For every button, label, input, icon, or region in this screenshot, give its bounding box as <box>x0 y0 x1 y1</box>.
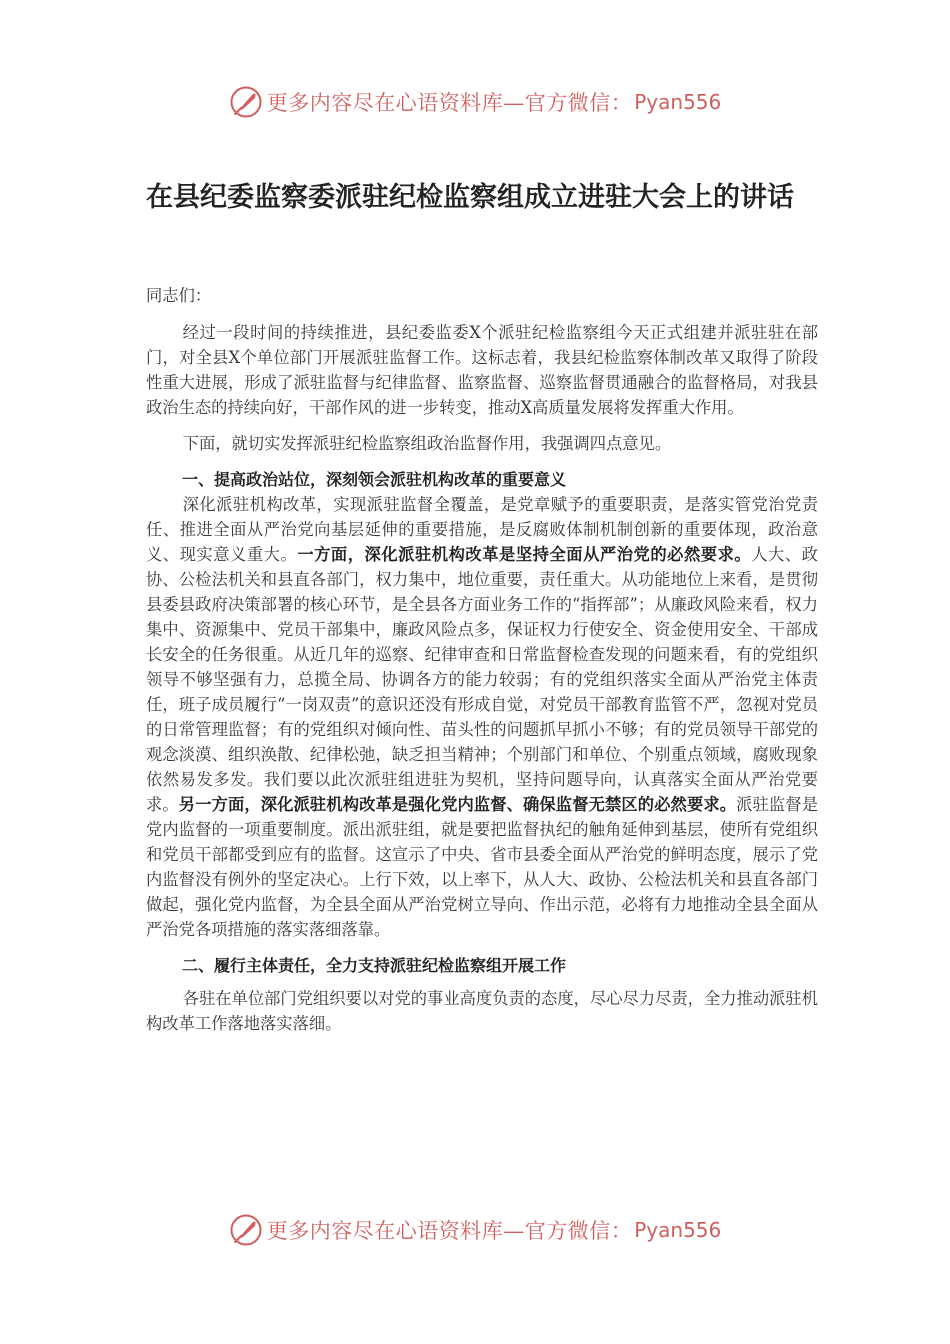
paragraph-section-1 <box>146 492 818 942</box>
watermark-text: 更多内容尽在心语资料库—官方微信： <box>266 91 633 115</box>
watermark-text: 更多内容尽在心语资料库—官方微信： <box>266 1219 633 1243</box>
watermark-wechat-id: Pyan556 <box>634 90 722 114</box>
document-title: 在县纪委监察委派驻纪检监察组成立进驻大会上的讲话 <box>146 182 794 213</box>
quill-logo-icon <box>229 85 263 119</box>
document-body <box>146 283 818 1036</box>
section-heading-2: 二、履行主体责任，全力支持派驻纪检监察组开展工作 <box>182 956 567 975</box>
watermark-wechat-id: Pyan556 <box>634 1218 722 1242</box>
section-heading-1: 一、提高政治站位，深刻领会派驻机构改革的重要意义 <box>182 470 567 489</box>
text-run: 深化派驻机构改革，实现派驻监督全覆盖，是党章赋予的重要职责，是落实管党治党责任、推进全面从严治党向基层延伸的重要措施，是反腐败体制机制创新的重要体现，政治意义、现实意义重大。 <box>146 495 818 564</box>
header-watermark-banner <box>0 82 950 122</box>
paragraph-section-2: 各驻在单位部门党组织要以对党的事业高度负责的态度，尽心尽力尽责，全力推动派驻机构改革工作落地落实落细。 <box>146 989 818 1033</box>
footer-watermark-banner <box>0 1210 950 1250</box>
quill-logo-icon <box>229 1213 263 1247</box>
text-run: 派驻监督是党内监督的一项重要制度。派出派驻组，就是要把监督执纪的触角延伸到基层，使所有党组织和党员干部都受到应有的监督。这宣示了中央、省市县委全面从严治党的鲜明态度，展示了党内监督没有例外的坚定决心。上行下效，以上率下，从人大、政协、公检法机关和县直各部门做起，强化党内监督，为全县全面从严治党树立导向、作出示范，必将有力地推动全县全面从严治党各项措施的落实落细落靠。 <box>146 795 818 939</box>
paragraph-outline: 下面，就切实发挥派驻纪检监察组政治监督作用，我强调四点意见。 <box>182 434 672 453</box>
salutation: 同志们： <box>146 286 212 305</box>
text-run: 人大、政协、公检法机关和县直各部门，权力集中，地位重要，责任重大。从功能地位上来看，是贯彻县委县政府决策部署的核心环节，是全县各方面业务工作的“指挥部”；从廉政风险来看，权力集中、资源集中、党员干部集中，廉政风险点多，保证权力行使安全、资金使用安全、干部成长安全的任务很重。从近几年的巡察、纪律审查和日常监督检查发现的问题来看，有的党组织领导不够坚强有力，总揽全局、协调各方的能力较弱；有的党组织落实全面从严治党主体责任，班子成员履行“一岗双责”的意识还没有形成自觉，对党员干部教育监管不严，忽视对党员的日常管理监督；有的党组织对倾向性、苗头性的问题抓早抓小不够；有的党员领导干部党的观念淡漠、组织涣散、纪律松弛，缺乏担当精神；个别部门和单位、个别重点领域，腐败现象依然易发多发。我们要以此次派驻组进驻为契机，坚持问题导向，认真落实全面从严治党要求。 <box>146 545 818 814</box>
emphasis-run-2: 另一方面，深化派驻机构改革是强化党内监督、确保监督无禁区的必然要求。 <box>178 795 737 814</box>
paragraph-intro: 经过一段时间的持续推进，县纪委监委X个派驻纪检监察组今天正式组建并派驻驻在部门，对全县X个单位部门开展派驻监督工作。这标志着，我县纪检监察体制改革又取得了阶段性重大进展，形成了派驻监督与纪律监督、监察监督、巡察监督贯通融合的监督格局，对我县政治生态的持续向好，干部作风的进一步转变，推动X高质量发展将发挥重大作用。 <box>146 323 818 417</box>
emphasis-run-1: 一方面，深化派驻机构改革是坚持全面从严治党的必然要求。 <box>297 545 752 564</box>
